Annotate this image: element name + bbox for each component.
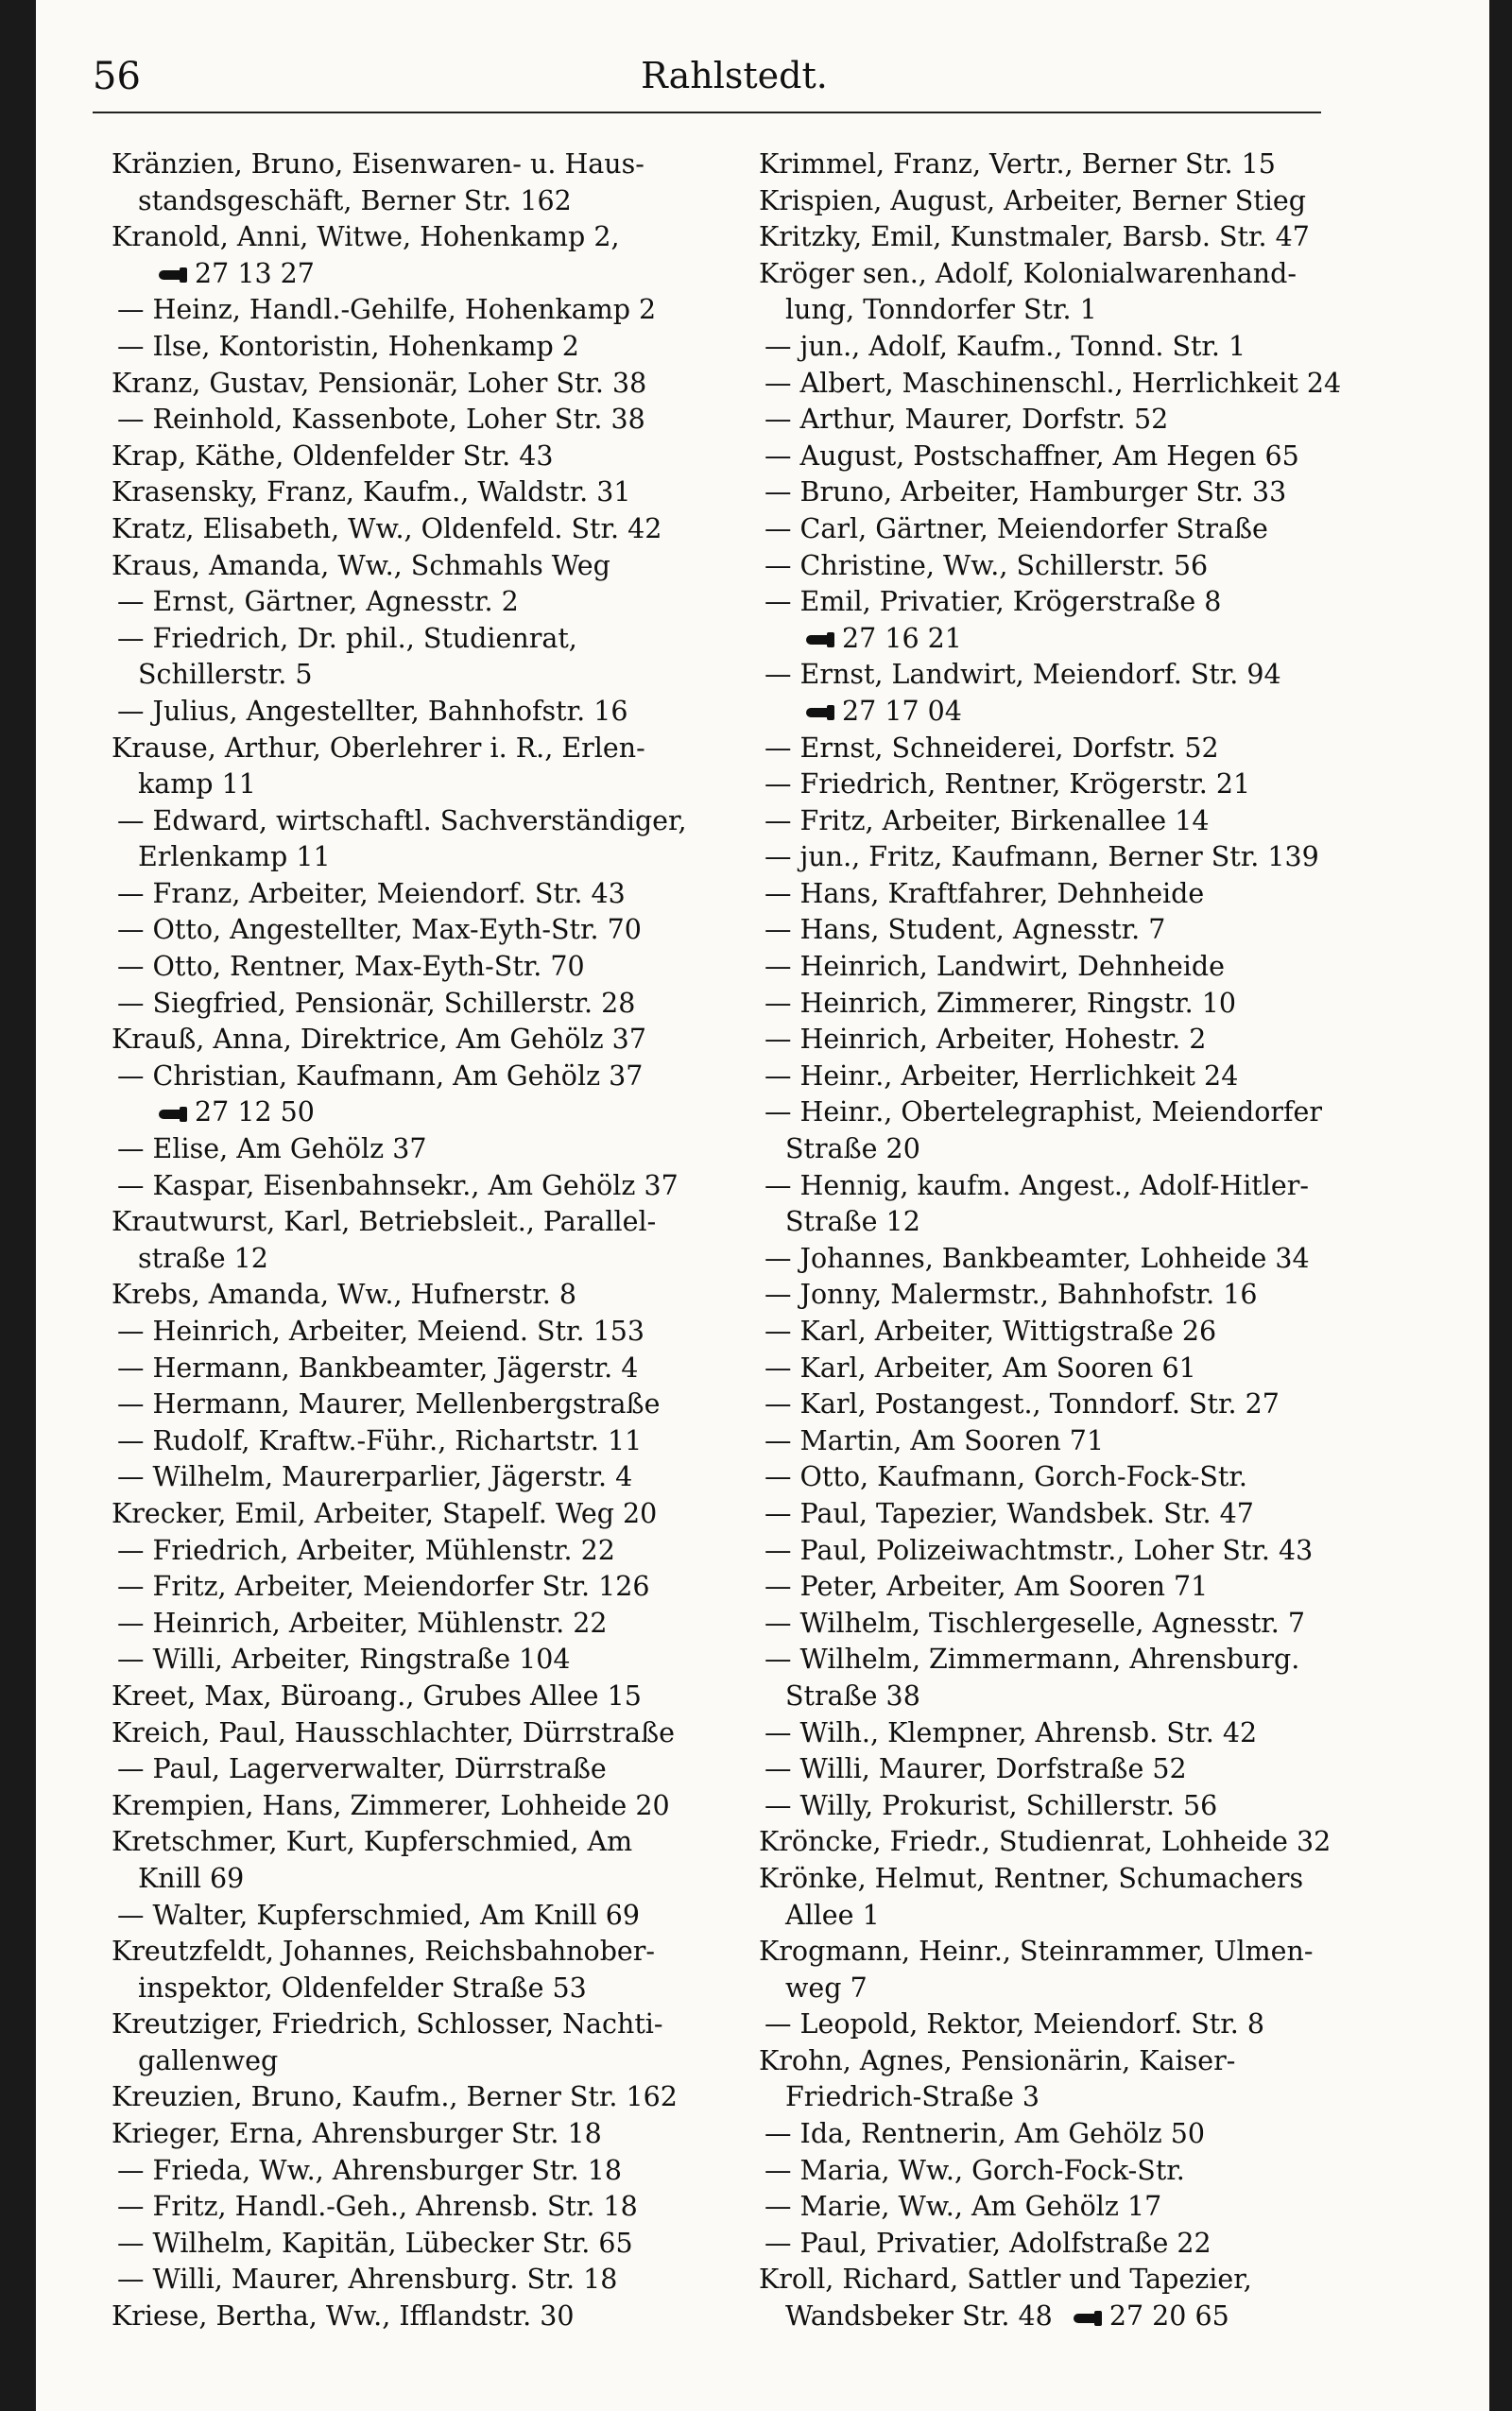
entry-text: — Wilhelm, Tischlergeselle, Agnesstr. 7 [765, 1607, 1306, 1639]
entry-text: standsgeschäft, Berner Str. 162 [138, 184, 572, 216]
directory-entry-line [112, 1459, 754, 1496]
directory-entry-line [112, 183, 754, 220]
entry-text: — Maria, Ww., Gorch-Fock-Str. [765, 2154, 1185, 2186]
directory-entry-line [112, 1386, 754, 1423]
entry-text: — Siegfried, Pensionär, Schillerstr. 28 [117, 987, 636, 1019]
directory-entry-line [112, 1022, 754, 1059]
directory-entry-line [112, 256, 754, 293]
entry-text: — Heinrich, Arbeiter, Hohestr. 2 [765, 1024, 1207, 1056]
entry-text: — Heinrich, Arbeiter, Meiend. Str. 153 [117, 1316, 645, 1347]
entry-text: Kränzien, Bruno, Eisenwaren- u. Haus- [112, 148, 644, 180]
directory-entry-line [759, 986, 1411, 1023]
entry-text: Kritzky, Emil, Kunstmaler, Barsb. Str. 47 [759, 221, 1310, 253]
page-header [93, 55, 1376, 112]
directory-entry-line [112, 2226, 754, 2263]
telephone-icon [159, 267, 189, 283]
directory-entry-line [112, 2079, 754, 2116]
directory-entry-line [112, 657, 754, 694]
directory-entry-line [759, 2006, 1411, 2043]
entry-text: — Edward, wirtschaftl. Sachverständiger, [117, 804, 687, 836]
right-column [759, 146, 1411, 2335]
directory-entry-line [759, 2189, 1411, 2226]
entry-text: Erlenkamp 11 [138, 841, 331, 873]
directory-entry-line [112, 548, 754, 585]
entry-text: Krap, Käthe, Oldenfelder Str. 43 [112, 439, 554, 472]
entry-text: — Friedrich, Rentner, Krögerstr. 21 [765, 768, 1251, 801]
directory-entry-line [112, 2299, 754, 2335]
entry-text: — Fritz, Arbeiter, Meiendorfer Str. 126 [117, 1571, 650, 1603]
directory-entry-line [759, 584, 1411, 621]
entry-text: Knill 69 [138, 1862, 245, 1894]
directory-entry-line [112, 474, 754, 511]
directory-entry-line [759, 2226, 1411, 2263]
entry-text: — Paul, Lagerverwalter, Dürrstraße [117, 1753, 607, 1785]
entry-text: — Fritz, Arbeiter, Birkenallee 14 [765, 804, 1210, 836]
directory-entry-line [759, 2299, 1411, 2335]
directory-entry-line [759, 1533, 1411, 1570]
directory-entry-line [112, 1351, 754, 1387]
entry-text: Kranz, Gustav, Pensionär, Loher Str. 38 [112, 367, 647, 399]
entry-text: Kranold, Anni, Witwe, Hohenkamp 2, [112, 221, 620, 253]
entry-text: — jun., Fritz, Kaufmann, Berner Str. 139 [765, 841, 1319, 873]
phone-number: 27 17 04 [842, 695, 962, 727]
directory-entry-line [112, 694, 754, 731]
directory-entry-line [112, 1094, 754, 1131]
directory-entry-line [112, 2116, 754, 2153]
directory-page [36, 0, 1489, 2411]
entry-text: — Karl, Postangest., Tonndorf. Str. 27 [765, 1388, 1280, 1421]
directory-entry-line [759, 839, 1411, 876]
directory-entry-line [112, 1861, 754, 1898]
entry-text: — Walter, Kupferschmied, Am Knill 69 [117, 1899, 641, 1931]
entry-text: — Paul, Polizeiwachtmstr., Loher Str. 43 [765, 1534, 1314, 1566]
directory-entry-line [112, 1934, 754, 1971]
entry-text: — Otto, Angestellter, Max-Eyth-Str. 70 [117, 914, 642, 946]
entry-text: — Willi, Maurer, Ahrensburg. Str. 18 [117, 2264, 618, 2296]
directory-entry-line [112, 912, 754, 949]
directory-entry-line [112, 2262, 754, 2299]
directory-entry-line [112, 1496, 754, 1533]
directory-entry-line [759, 1423, 1411, 1460]
directory-entry-line [759, 1606, 1411, 1643]
entry-text: Kriese, Bertha, Ww., Ifflandstr. 30 [112, 2300, 575, 2333]
entry-text: Krimmel, Franz, Vertr., Berner Str. 15 [759, 148, 1276, 180]
entry-text: — Julius, Angestellter, Bahnhofstr. 16 [117, 695, 628, 727]
directory-entry-line [759, 1131, 1411, 1168]
entry-text: — Emil, Privatier, Krögerstraße 8 [765, 586, 1222, 618]
entry-text: — Elise, Am Gehölz 37 [117, 1133, 427, 1165]
directory-entry-line [112, 1241, 754, 1278]
directory-entry-line [112, 1971, 754, 2007]
entry-text: Straße 12 [785, 1206, 920, 1238]
entry-text: — Willy, Prokurist, Schillerstr. 56 [765, 1789, 1218, 1821]
directory-entry-line [759, 1824, 1411, 1861]
directory-entry-line [759, 1386, 1411, 1423]
entry-text: Krogmann, Heinr., Steinrammer, Ulmen- [759, 1936, 1314, 1968]
entry-text: — Bruno, Arbeiter, Hamburger Str. 33 [765, 476, 1287, 508]
telephone-icon [1074, 2311, 1104, 2326]
directory-entry-line [759, 1094, 1411, 1131]
phone-number: 27 12 50 [195, 1096, 315, 1128]
directory-entry-line [759, 511, 1411, 548]
directory-entry-line [112, 621, 754, 658]
directory-entry-line [759, 1241, 1411, 1278]
directory-entry-line [112, 1314, 754, 1351]
directory-entry-line [112, 731, 754, 767]
directory-entry-line [112, 1059, 754, 1095]
entry-text: Kreuzien, Bruno, Kaufm., Berner Str. 162 [112, 2081, 678, 2113]
entry-text: — Wilh., Klempner, Ahrensb. Str. 42 [765, 1716, 1258, 1748]
directory-entry-line [112, 2153, 754, 2190]
entry-text: weg 7 [785, 1972, 868, 2004]
directory-entry-line [759, 439, 1411, 475]
directory-entry-line [759, 366, 1411, 403]
left-column [112, 146, 754, 2335]
entry-text: Straße 38 [785, 1679, 920, 1712]
directory-entry-line [112, 949, 754, 986]
entry-text: — Otto, Kaufmann, Gorch-Fock-Str. [765, 1461, 1247, 1493]
entry-text: — Rudolf, Kraftw.-Führ., Richartstr. 11 [117, 1424, 643, 1456]
directory-entry-line [759, 2262, 1411, 2299]
directory-entry-line [759, 1569, 1411, 1606]
phone-number: 27 20 65 [1108, 2300, 1229, 2333]
directory-entry-line [112, 1533, 754, 1570]
directory-entry-line [759, 876, 1411, 913]
entry-text: — Heinrich, Zimmerer, Ringstr. 10 [765, 987, 1236, 1019]
entry-text: Kröger sen., Adolf, Kolonialwarenhand- [759, 257, 1297, 289]
entry-text: — Peter, Arbeiter, Am Sooren 71 [765, 1571, 1209, 1603]
entry-text: Kreutziger, Friedrich, Schlosser, Nachti- [112, 2008, 663, 2041]
directory-entry-line [759, 1751, 1411, 1788]
entry-text: — Ernst, Landwirt, Meiendorf. Str. 94 [765, 659, 1281, 691]
directory-entry-line [759, 1898, 1411, 1935]
entry-text: — Wilhelm, Maurerparlier, Jägerstr. 4 [117, 1461, 633, 1493]
directory-entry-line [759, 1277, 1411, 1314]
entry-text: lung, Tonndorfer Str. 1 [785, 294, 1097, 326]
telephone-icon [806, 705, 836, 720]
directory-entry-line [112, 1642, 754, 1679]
directory-entry-line [759, 329, 1411, 366]
directory-entry-line [759, 1496, 1411, 1533]
running-title: Rahlstedt. [641, 55, 828, 96]
entry-text: — Hans, Student, Agnesstr. 7 [765, 914, 1166, 946]
directory-entry-line [112, 876, 754, 913]
entry-text: — Ida, Rentnerin, Am Gehölz 50 [765, 2118, 1206, 2150]
directory-entry-line [759, 1459, 1411, 1496]
directory-entry-line [112, 1277, 754, 1314]
entry-text: — Willi, Arbeiter, Ringstraße 104 [117, 1644, 571, 1676]
entry-text: Krohn, Agnes, Pensionärin, Kaiser- [759, 2044, 1236, 2076]
directory-entry-line [112, 1131, 754, 1168]
directory-entry-line [112, 146, 754, 183]
entry-text: Kreich, Paul, Hausschlachter, Dürrstraße [112, 1716, 675, 1748]
directory-entry-line [759, 694, 1411, 731]
entry-text: — Reinhold, Kassenbote, Loher Str. 38 [117, 404, 645, 436]
entry-text: — Leopold, Rektor, Meiendorf. Str. 8 [765, 2008, 1264, 2041]
phone-number: 27 16 21 [842, 622, 962, 654]
entry-text: Krautwurst, Karl, Betriebsleit., Parallel- [112, 1206, 657, 1238]
entry-text: Kretschmer, Kurt, Kupferschmied, Am [112, 1826, 633, 1858]
directory-entry-line [112, 402, 754, 439]
entry-text: — Willi, Maurer, Dorfstraße 52 [765, 1753, 1187, 1785]
directory-entry-line [112, 1204, 754, 1241]
directory-entry-line [759, 1861, 1411, 1898]
entry-text: — Paul, Tapezier, Wandsbek. Str. 47 [765, 1497, 1254, 1529]
directory-entry-line [112, 2006, 754, 2043]
directory-entry-line [112, 766, 754, 803]
directory-entry-line [759, 402, 1411, 439]
entry-text: — Friedrich, Dr. phil., Studienrat, [117, 622, 577, 654]
directory-entry-line [759, 731, 1411, 767]
entry-text: Krempien, Hans, Zimmerer, Lohheide 20 [112, 1789, 670, 1821]
directory-entry-line [112, 986, 754, 1023]
telephone-icon [806, 632, 836, 647]
entry-text: — Martin, Am Sooren 71 [765, 1424, 1105, 1456]
entry-text: — Heinr., Obertelegraphist, Meiendorfer [765, 1096, 1323, 1128]
entry-text: Krecker, Emil, Arbeiter, Stapelf. Weg 20 [112, 1497, 658, 1529]
directory-entry-line [112, 1168, 754, 1205]
directory-entry-line [759, 219, 1411, 256]
header-rule [93, 112, 1321, 113]
directory-entry-line [759, 2043, 1411, 2080]
entry-text: — Albert, Maschinenschl., Herrlichkeit 24 [765, 367, 1342, 399]
phone-number: 27 13 27 [195, 257, 315, 289]
directory-entry-line [759, 256, 1411, 293]
directory-entry-line [112, 2043, 754, 2080]
directory-entry-line [759, 657, 1411, 694]
entry-text: — Fritz, Handl.-Geh., Ahrensb. Str. 18 [117, 2191, 638, 2223]
directory-entry-line [112, 292, 754, 329]
directory-entry-line [112, 1898, 754, 1935]
directory-entry-line [112, 329, 754, 366]
directory-entry-line [759, 1059, 1411, 1095]
entry-text: — Ilse, Kontoristin, Hohenkamp 2 [117, 330, 579, 362]
directory-entry-line [112, 2189, 754, 2226]
directory-entry-line [759, 803, 1411, 840]
entry-text: gallenweg [138, 2044, 279, 2076]
directory-entry-line [759, 1971, 1411, 2007]
entry-text: — Otto, Rentner, Max-Eyth-Str. 70 [117, 951, 585, 983]
entry-text: inspektor, Oldenfelder Straße 53 [138, 1972, 587, 2004]
entry-text: Kraus, Amanda, Ww., Schmahls Weg [112, 549, 610, 581]
directory-entry-line [112, 839, 754, 876]
entry-text: kamp 11 [138, 768, 256, 801]
directory-entry-line [759, 474, 1411, 511]
directory-entry-line [759, 146, 1411, 183]
entry-text: — Hermann, Maurer, Mellenbergstraße [117, 1388, 661, 1421]
entry-text: — Johannes, Bankbeamter, Lohheide 34 [765, 1242, 1310, 1274]
entry-text: Kratz, Elisabeth, Ww., Oldenfeld. Str. 42 [112, 512, 662, 544]
entry-text: Krönke, Helmut, Rentner, Schumachers [759, 1862, 1304, 1894]
directory-entry-line [759, 1715, 1411, 1752]
entry-text: — August, Postschaffner, Am Hegen 65 [765, 439, 1299, 472]
directory-entry-line [759, 949, 1411, 986]
directory-entry-line [759, 2079, 1411, 2116]
entry-text: — Marie, Ww., Am Gehölz 17 [765, 2191, 1162, 2223]
entry-text: — Heinrich, Landwirt, Dehnheide [765, 951, 1226, 983]
directory-entry-line [112, 803, 754, 840]
directory-entry-line [112, 439, 754, 475]
entry-text: — Kaspar, Eisenbahnsekr., Am Gehölz 37 [117, 1169, 679, 1201]
directory-entry-line [112, 1751, 754, 1788]
entry-text: Friedrich-Straße 3 [785, 2081, 1040, 2113]
directory-entry-line [112, 1715, 754, 1752]
directory-entry-line [759, 1679, 1411, 1715]
directory-entry-line [112, 366, 754, 403]
telephone-icon [159, 1107, 189, 1122]
entry-text: Krispien, August, Arbeiter, Berner Stieg [759, 184, 1306, 216]
entry-text: — jun., Adolf, Kaufm., Tonnd. Str. 1 [765, 330, 1246, 362]
directory-entry-line [759, 1204, 1411, 1241]
entry-text: — Heinz, Handl.-Gehilfe, Hohenkamp 2 [117, 294, 657, 326]
entry-text: — Jonny, Malermstr., Bahnhofstr. 16 [765, 1279, 1258, 1311]
entry-text: — Wilhelm, Zimmermann, Ahrensburg. [765, 1644, 1300, 1676]
directory-entry-line [759, 1642, 1411, 1679]
entry-text: Allee 1 [785, 1899, 880, 1931]
entry-text: — Ernst, Schneiderei, Dorfstr. 52 [765, 732, 1219, 764]
directory-entry-line [759, 912, 1411, 949]
entry-text: — Wilhelm, Kapitän, Lübecker Str. 65 [117, 2227, 633, 2259]
entry-text: — Heinrich, Arbeiter, Mühlenstr. 22 [117, 1607, 608, 1639]
directory-entry-line [112, 1569, 754, 1606]
entry-text: — Franz, Arbeiter, Meiendorf. Str. 43 [117, 877, 626, 909]
entry-text: — Arthur, Maurer, Dorfstr. 52 [765, 404, 1169, 436]
directory-entry-line [112, 1606, 754, 1643]
entry-text: Krebs, Amanda, Ww., Hufnerstr. 8 [112, 1279, 576, 1311]
directory-entry-line [112, 1824, 754, 1861]
directory-entry-line [112, 219, 754, 256]
entry-text: — Karl, Arbeiter, Am Sooren 61 [765, 1352, 1196, 1384]
entry-text: Wandsbeker Str. 48 [785, 2300, 1053, 2333]
entry-text: — Karl, Arbeiter, Wittigstraße 26 [765, 1316, 1217, 1347]
entry-text: — Hermann, Bankbeamter, Jägerstr. 4 [117, 1352, 639, 1384]
entry-text: — Ernst, Gärtner, Agnesstr. 2 [117, 586, 519, 618]
entry-text: — Christine, Ww., Schillerstr. 56 [765, 549, 1209, 581]
directory-entry-line [759, 1314, 1411, 1351]
directory-entry-line [759, 1351, 1411, 1387]
entry-text: Kreutzfeldt, Johannes, Reichsbahnober- [112, 1936, 656, 1968]
directory-entry-line [759, 1168, 1411, 1205]
entry-text: Krause, Arthur, Oberlehrer i. R., Erlen- [112, 732, 645, 764]
entry-text: — Frieda, Ww., Ahrensburger Str. 18 [117, 2154, 623, 2186]
page-number: 56 [93, 55, 141, 98]
directory-entry-line [759, 548, 1411, 585]
directory-entry-line [759, 621, 1411, 658]
entry-text: Schillerstr. 5 [138, 659, 313, 691]
directory-entry-line [759, 2116, 1411, 2153]
entry-text: — Friedrich, Arbeiter, Mühlenstr. 22 [117, 1534, 615, 1566]
directory-entry-line [759, 1934, 1411, 1971]
entry-text: straße 12 [138, 1242, 268, 1274]
directory-entry-line [759, 1022, 1411, 1059]
entry-text: Kroll, Richard, Sattler und Tapezier, [759, 2264, 1252, 2296]
entry-text: — Hennig, kaufm. Angest., Adolf-Hitler- [765, 1169, 1309, 1201]
entry-text: — Hans, Kraftfahrer, Dehnheide [765, 877, 1205, 909]
entry-text: Krasensky, Franz, Kaufm., Waldstr. 31 [112, 476, 631, 508]
entry-text: Kreet, Max, Büroang., Grubes Allee 15 [112, 1679, 642, 1712]
directory-entry-line [112, 584, 754, 621]
directory-entry-line [112, 511, 754, 548]
entry-text: Krieger, Erna, Ahrensburger Str. 18 [112, 2118, 602, 2150]
entry-text: Krauß, Anna, Direktrice, Am Gehölz 37 [112, 1024, 646, 1056]
entry-text: — Christian, Kaufmann, Am Gehölz 37 [117, 1059, 644, 1092]
directory-entry-line [759, 1788, 1411, 1825]
entry-text: — Heinr., Arbeiter, Herrlichkeit 24 [765, 1059, 1239, 1092]
directory-entry-line [759, 292, 1411, 329]
entry-text: Straße 20 [785, 1133, 920, 1165]
entry-text: Kröncke, Friedr., Studienrat, Lohheide 32 [759, 1826, 1332, 1858]
directory-entry-line [112, 1679, 754, 1715]
directory-entry-line [759, 766, 1411, 803]
entry-text: — Carl, Gärtner, Meiendorfer Straße [765, 512, 1268, 544]
directory-entry-line [112, 1423, 754, 1460]
directory-entry-line [759, 2153, 1411, 2190]
directory-entry-line [112, 1788, 754, 1825]
directory-entry-line [759, 183, 1411, 220]
entry-text: — Paul, Privatier, Adolfstraße 22 [765, 2227, 1211, 2259]
